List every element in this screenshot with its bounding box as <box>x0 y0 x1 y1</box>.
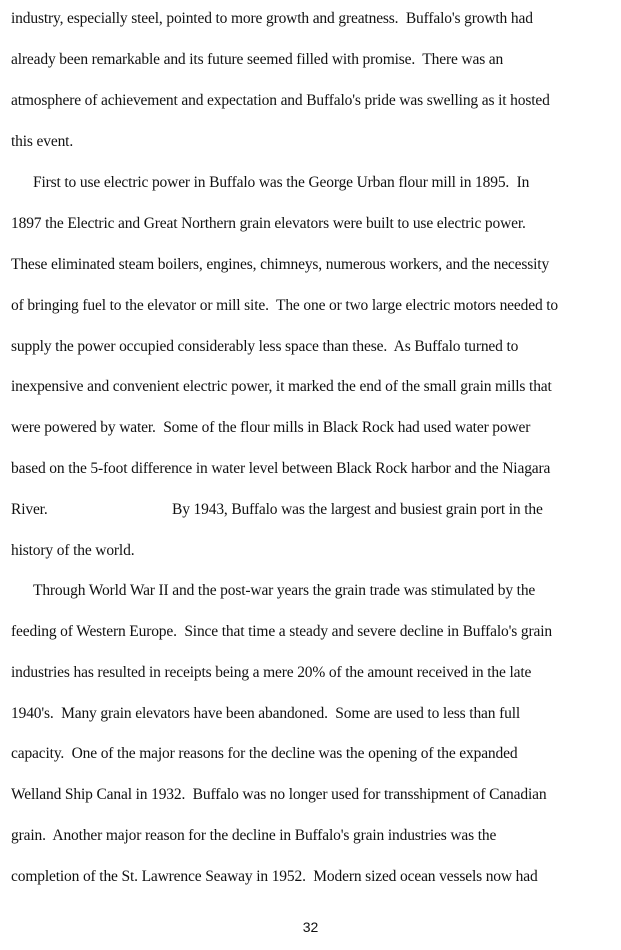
paragraph-first-line: Through World War II and the post-war years the grain trade was stimulated by the <box>33 582 536 599</box>
text-line: already been remarkable and its future seemed filled with promise. There was an <box>11 51 504 68</box>
text-line: By 1943, Buffalo was the largest and busiest grain port in the <box>172 501 543 518</box>
text-line: River. <box>11 501 48 518</box>
text-line: These eliminated steam boilers, engines, chimneys, numerous workers, and the necessity <box>11 256 550 273</box>
text-line: feeding of Western Europe. Since that time a steady and severe decline in Buffalo's grain <box>11 623 552 640</box>
text-line: industries has resulted in receipts being a mere 20% of the amount received in the late <box>11 664 532 681</box>
text-line: atmosphere of achievement and expectation and Buffalo's pride was swelling as it hosted <box>11 92 550 109</box>
text-line: capacity. One of the major reasons for the decline was the opening of the expanded <box>11 745 518 762</box>
text-line: grain. Another major reason for the decline in Buffalo's grain industries was the <box>11 827 497 844</box>
text-line: 1897 the Electric and Great Northern grain elevators were built to use electric power. <box>11 215 526 232</box>
text-line: were powered by water. Some of the flour mills in Black Rock had used water power <box>11 419 531 436</box>
paragraph-first-line: First to use electric power in Buffalo was the George Urban flour mill in 1895. In <box>33 174 530 191</box>
text-line: supply the power occupied considerably less space than these. As Buffalo turned to <box>11 338 519 355</box>
text-line: history of the world. <box>11 542 135 559</box>
text-line: Welland Ship Canal in 1932. Buffalo was no longer used for transshipment of Canadian <box>11 786 547 803</box>
text-line: inexpensive and convenient electric power, it marked the end of the small grain mills that <box>11 378 552 395</box>
text-line: this event. <box>11 133 74 150</box>
text-line: completion of the St. Lawrence Seaway in 1952. Modern sized ocean vessels now had <box>11 868 538 885</box>
page-number: 32 <box>302 919 319 935</box>
text-line: based on the 5-foot difference in water level between Black Rock harbor and the Niagara <box>11 460 551 477</box>
text-line: of bringing fuel to the elevator or mill site. The one or two large electric motors needed to <box>11 297 559 314</box>
text-line: industry, especially steel, pointed to more growth and greatness. Buffalo's growth had <box>11 10 533 27</box>
text-line: 1940's. Many grain elevators have been abandoned. Some are used to less than full <box>11 705 521 722</box>
